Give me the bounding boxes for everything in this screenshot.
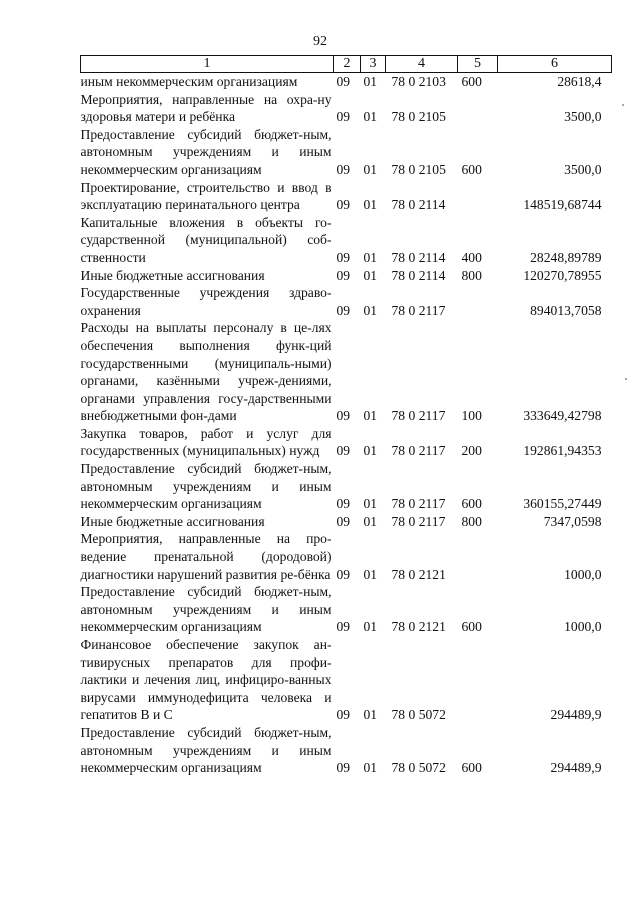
amount: 120270,78955 [523,267,602,283]
amount: 28248,89789 [530,249,602,265]
expense-type-code: 400 [461,249,482,265]
amount: 294489,9 [550,707,602,723]
amount: 7347,0598 [543,513,602,529]
column-header-2: 2 [334,56,361,73]
target-article-code: 78 0 2105 [391,161,446,177]
amount: 894013,7058 [530,302,602,318]
expense-type-code [458,179,498,214]
table-row [81,126,612,179]
column-header-1: 1 [81,56,334,73]
scan-speck [625,378,627,380]
target-article-code: 78 0 2117 [391,408,446,424]
table-row [81,73,612,91]
table-row [81,425,612,460]
subsection-code: 01 [363,496,378,512]
amount: 1000,0 [564,619,602,635]
section-code: 09 [336,408,351,424]
amount: 333649,42798 [523,408,602,424]
section-code: 09 [336,249,351,265]
expense-type-code: 100 [461,408,482,424]
subsection-code: 01 [363,109,378,125]
section-code: 09 [336,443,351,459]
item-name: Мероприятия, направленные на охра-ну здоровья матери и ребёнка [80,91,332,125]
amount: 28618,4 [557,74,602,89]
subsection-code: 01 [363,74,378,89]
expense-type-code: 200 [461,443,482,459]
section-code: 09 [336,496,351,512]
item-name: Иные бюджетные ассигнования [80,513,265,529]
column-header-5: 5 [458,56,498,73]
target-article-code: 78 0 2117 [391,443,446,459]
subsection-code: 01 [363,619,378,635]
item-name: Закупка товаров, работ и услуг для государственных (муниципальных) нужд [80,425,332,459]
scan-speck [622,104,624,106]
subsection-code: 01 [363,302,378,318]
amount: 294489,9 [550,760,602,776]
item-name: Предоставление субсидий бюджет-ным, автономным учреждениям и иным некоммерческим организациям [80,724,332,776]
table-row [81,513,612,531]
table-row [81,583,612,636]
amount: 3500,0 [564,109,602,125]
item-name: иным некоммерческим организациям [80,74,298,89]
table-row [81,179,612,214]
target-article-code: 78 0 2114 [391,197,446,213]
column-header-4: 4 [386,56,458,73]
header-row [81,56,612,73]
column-header-6: 6 [498,56,612,73]
item-name: Государственные учреждения здраво-охранения [80,285,332,318]
expense-type-code [458,636,498,724]
item-name: Предоставление субсидий бюджет-ным, автономным учреждениям и иным некоммерческим организациям [80,126,332,177]
table-row [81,267,612,285]
amount: 3500,0 [564,161,602,177]
target-article-code: 78 0 2117 [391,513,446,529]
item-name: Предоставление субсидий бюджет-ным, автономным учреждениям и иным некоммерческим организациям [80,461,332,512]
item-name: Мероприятия, направленные на про-ведение пренатальной (дородовой) диагностики нарушений развития ре-бёнка [80,531,332,582]
section-code: 09 [336,566,351,582]
subsection-code: 01 [363,408,378,424]
amount: 192861,94353 [523,443,602,459]
subsection-code: 01 [363,513,378,529]
target-article-code: 78 0 2121 [391,619,446,635]
item-name: Проектирование, строительство и ввод в эксплуатацию перинатального центра [80,179,332,213]
section-code: 09 [336,197,351,213]
item-name: Капитальные вложения в объекты го-сударственной (муниципальной) соб-ственности [80,214,332,265]
expense-type-code: 600 [461,496,482,512]
table-row [81,214,612,267]
subsection-code: 01 [363,443,378,459]
subsection-code: 01 [363,197,378,213]
table-row [81,91,612,126]
table-row [81,724,612,777]
table-body [81,73,612,777]
section-code: 09 [336,302,351,318]
subsection-code: 01 [363,760,378,776]
expense-type-code: 600 [461,161,482,177]
subsection-code: 01 [363,161,378,177]
target-article-code: 78 0 2114 [391,249,446,265]
table-row [81,530,612,583]
expense-type-code [458,284,498,319]
expense-type-code: 600 [461,619,482,635]
target-article-code: 78 0 2105 [391,109,446,125]
page-number: 92 [313,34,327,49]
expense-type-code: 800 [461,267,482,283]
amount: 360155,27449 [523,496,602,512]
section-code: 09 [336,760,351,776]
subsection-code: 01 [363,707,378,723]
section-code: 09 [336,109,351,125]
subsection-code: 01 [363,267,378,283]
item-name: Предоставление субсидий бюджет-ным, автономным учреждениям и иным некоммерческим организациям [80,584,332,635]
target-article-code: 78 0 2117 [391,496,446,512]
amount: 148519,68744 [523,197,602,213]
target-article-code: 78 0 2103 [391,74,446,89]
target-article-code: 78 0 2114 [391,267,446,283]
expense-type-code [458,91,498,126]
subsection-code: 01 [363,249,378,265]
section-code: 09 [336,619,351,635]
target-article-code: 78 0 2117 [391,302,446,318]
table-row [81,636,612,724]
section-code: 09 [336,707,351,723]
section-code: 09 [336,513,351,529]
target-article-code: 78 0 5072 [391,760,446,776]
table-row [81,460,612,513]
table-header [81,56,612,73]
table-row [81,284,612,319]
expense-type-code: 600 [461,760,482,776]
expense-type-code: 800 [461,513,482,529]
expense-type-code: 600 [461,74,482,89]
subsection-code: 01 [363,566,378,582]
section-code: 09 [336,267,351,283]
section-code: 09 [336,161,351,177]
target-article-code: 78 0 5072 [391,707,446,723]
target-article-code: 78 0 2121 [391,566,446,582]
expense-type-code [458,530,498,583]
amount: 1000,0 [564,566,602,582]
budget-table [80,55,612,777]
item-name: Расходы на выплаты персоналу в це-лях обеспечения выполнения функ-ций государственными (муниципаль-ными) органами, казёнными учреж-дениями, органами управления госу-дарственными внебюджетными фон-дами [80,320,332,424]
column-header-3: 3 [361,56,386,73]
table-row [81,319,612,425]
section-code: 09 [336,74,351,89]
item-name: Иные бюджетные ассигнования [80,267,265,283]
item-name: Финансовое обеспечение закупок ан-тивирусных препаратов для профи-лактики и лечения лиц, инфициро-ванных вирусами иммунодефицита человека и гепатитов В и С [80,637,332,723]
